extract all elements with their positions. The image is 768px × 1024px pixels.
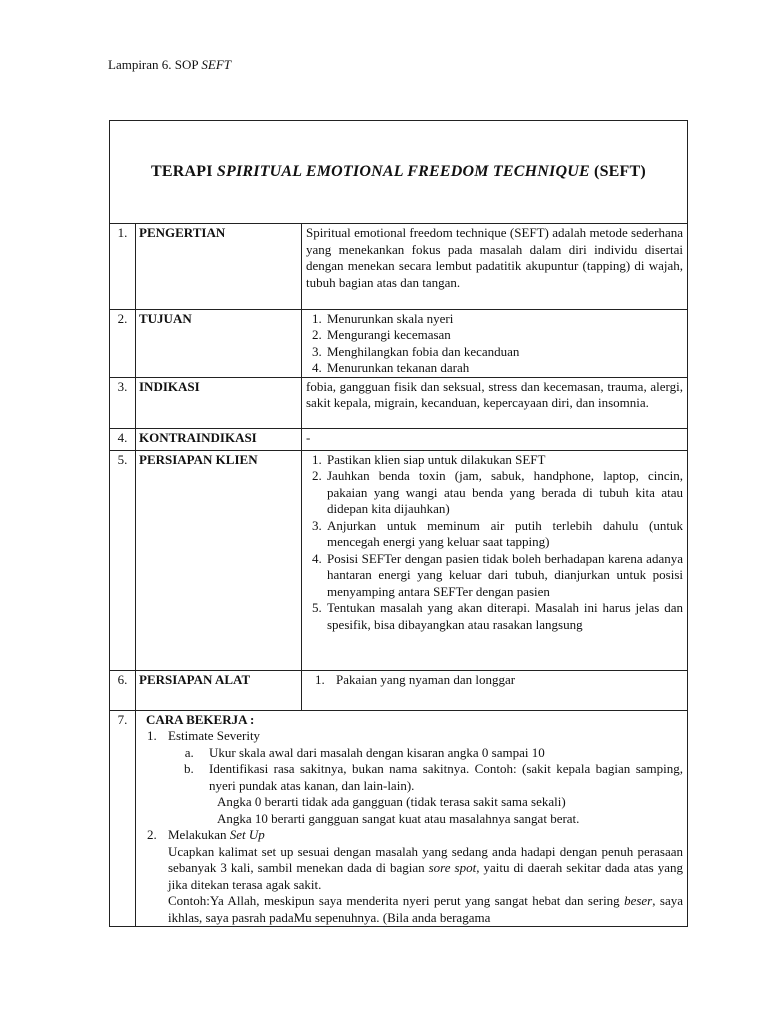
row-content [302,309,688,377]
substep-a: a. Ukur skala awal dari masalah dengan kisaran angka 0 sampai 10 [197,745,683,762]
row-tujuan [110,309,687,377]
attachment-prefix: Lampiran 6. SOP [108,57,202,72]
setup-text-b: , yaitu di daerah sekitar dada atas yang jika ditekan terasa agak sakit. [168,860,683,892]
scale-note-10: Angka 10 berarti gangguan sangat kuat atau masalahnya sangat berat. [217,810,580,826]
row-number: 2. [110,309,136,377]
example-text-italic: beser [624,893,653,908]
row-heading: KONTRAINDIKASI [136,428,302,450]
substep-b: b. Identifikasi rasa sakitnya, bukan nama sakitnya. Contoh: (sakit kepala bagian samping, nyeri pundak atas kanan, dan lain-lain). [197,761,683,794]
setup-text-a: Ucapkan kalimat set up sesuai dengan masalah yang sedang anda hadapi dengan penuh perasaan sebanyak 3 kali, sambil menekan dada di bagian [168,843,683,875]
scale-note-0: Angka 0 berarti tidak ada gangguan (tidak terasa sakit sama sekali) [217,794,566,809]
persiapan-klien-list [306,452,683,634]
step-set-up [160,827,683,926]
row-heading: INDIKASI [136,377,302,428]
title-suffix: (SEFT) [589,163,646,180]
example-text-a: Contoh:Ya Allah, meskipun saya menderita nyeri perut yang sangat hebat dan sering [168,893,625,908]
list-item: 2. Mengurangi kecemasan [325,327,683,344]
substeps-list [168,745,683,795]
list-item: 5. Tentukan masalah yang akan diterapi. Masalah ini harus jelas dan spesifik, bisa dibayangkan atau rasakan langsung [325,600,683,633]
row-content: fobia, gangguan fisik dan seksual, stress dan kecemasan, trauma, alergi, sakit kepala, migrain, kecanduan, kepercayaan diri, dan insomnia. [302,377,688,428]
row-content [302,670,688,710]
cara-bekerja-heading: CARA BEKERJA : [146,711,255,727]
list-item: 1. Pastikan klien siap untuk dilakukan SEFT [325,452,683,469]
step-title-prefix: Melakukan [168,827,230,842]
tujuan-list [306,311,683,377]
list-item: 3. Anjurkan untuk meminum air putih terlebih dahulu (untuk mencegah energi yang keluar saat tapping) [325,518,683,551]
list-item: 4. Menurunkan tekanan darah [325,360,683,377]
list-item: 4. Posisi SEFTer dengan pasien tidak boleh berhadapan karena adanya hantaran energi yang keluar dari tubuh, dianjurkan untuk posisi menyamping antara SEFTer dengan pasien [325,551,683,601]
attachment-italic: SEFT [201,57,232,72]
row-heading: PERSIAPAN ALAT [136,670,302,710]
row-cara-bekerja [110,710,687,927]
document-title [110,121,687,224]
row-kontraindikasi [110,428,687,450]
list-item: 1. Menurunkan skala nyeri [325,311,683,328]
row-heading: TUJUAN [136,309,302,377]
title-prefix: TERAPI [151,163,217,180]
example-paragraph [168,893,683,926]
row-indikasi [110,377,687,428]
steps-list [146,728,683,926]
sop-table [110,224,687,927]
row-content [302,450,688,670]
attachment-label [108,57,231,73]
persiapan-alat-list [306,672,683,689]
step-title-italic: Set Up [229,827,265,842]
step-estimate-severity [160,728,683,827]
cara-bekerja-content [136,710,688,927]
row-content: Spiritual emotional freedom technique (SEFT) adalah metode sederhana yang menekankan fokus pada masalah dalam diri individu disertai dengan menekan secara lembut padatitik akupuntur (tapping) di wajah, tubuh bagian atas dan tangan. [302,224,688,309]
row-persiapan-klien [110,450,687,670]
example-text-b: , saya ikhlas, saya pasrah padaMu sepenuhnya. (Bila anda beragama [168,893,683,925]
row-content: - [302,428,688,450]
setup-paragraph [168,844,683,894]
row-number: 4. [110,428,136,450]
setup-text-italic: sore spot [428,860,477,875]
row-heading: PERSIAPAN KLIEN [136,450,302,670]
row-number: 6. [110,670,136,710]
row-number: 7. [110,710,136,927]
title-italic: SPIRITUAL EMOTIONAL FREEDOM TECHNIQUE [216,163,590,180]
row-persiapan-alat [110,670,687,710]
row-number: 5. [110,450,136,670]
row-number: 1. [110,224,136,309]
row-heading: PENGERTIAN [136,224,302,309]
list-item: 2. Jauhkan benda toxin (jam, sabuk, handphone, laptop, cincin, pakaian yang wangi atau benda yang berada di tubuh kita atau didepan kita dijauhkan) [325,468,683,518]
sop-sheet [109,120,688,927]
row-number: 3. [110,377,136,428]
list-item: 1. Pakaian yang nyaman dan longgar [328,672,683,689]
step-title: Estimate Severity [168,728,261,743]
row-pengertian [110,224,687,309]
list-item: 3. Menghilangkan fobia dan kecanduan [325,344,683,361]
